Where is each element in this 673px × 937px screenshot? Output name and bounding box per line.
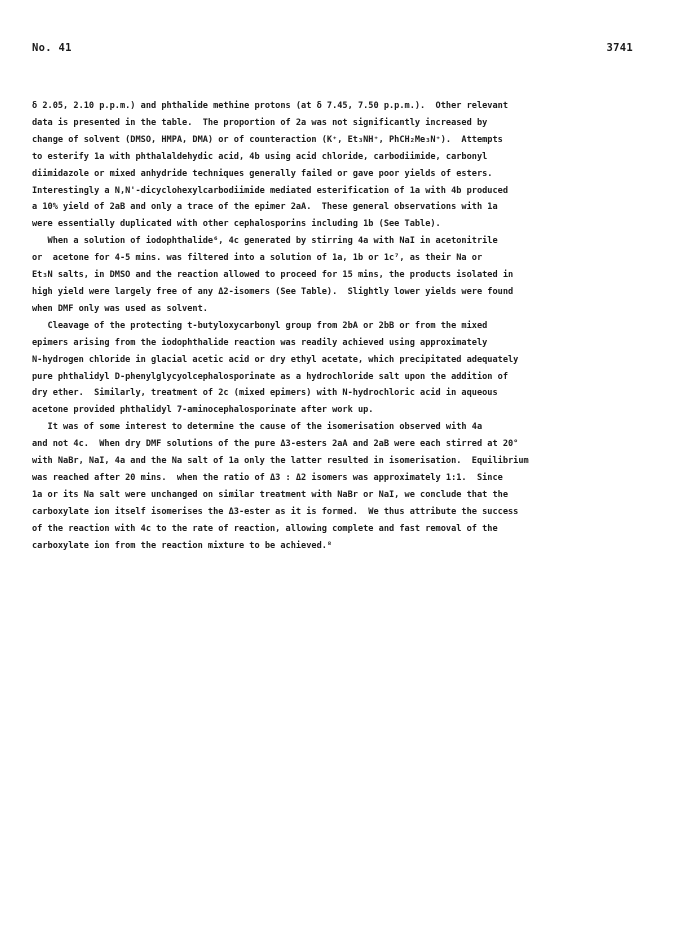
text-line: high yield were largely free of any Δ2-isomers (See Table). Slightly lower yields were found xyxy=(32,286,514,297)
text-line: diimidazole or mixed anhydride techniques generally failed or gave poor yields of esters. xyxy=(32,168,493,179)
text-line: when DMF only was used as solvent. xyxy=(32,303,208,314)
text-line: change of solvent (DMSO, HMPA, DMA) or of counteraction (K⁺, Et₃NH⁺, PhCH₂Me₃N⁺). Attempts xyxy=(32,134,503,145)
text-line: Interestingly a N,N'-dicyclohexylcarbodiimide mediated esterification of 1a with 4b produced xyxy=(32,185,508,196)
text-line: 1a or its Na salt were unchanged on similar treatment with NaBr or NaI, we conclude that the xyxy=(32,489,508,500)
article-body xyxy=(32,98,644,554)
text-line: were essentially duplicated with other cephalosporins including 1b (See Table). xyxy=(32,219,441,230)
journal-issue-number: No. 41 xyxy=(32,42,72,54)
text-line: was reached after 20 mins. when the ratio of Δ3 : Δ2 isomers was approximately 1:1. Since xyxy=(32,472,503,483)
text-line: dry ether. Similarly, treatment of 2c (mixed epimers) with N-hydrochloric acid in aqueous xyxy=(32,388,498,399)
text-line: carboxylate ion itself isomerises the Δ3-ester as it is formed. We thus attribute the success xyxy=(32,506,519,517)
text-line: and not 4c. When dry DMF solutions of the pure Δ3-esters 2aA and 2aB were each stirred at 20° xyxy=(32,439,519,450)
text-line: to esterify 1a with phthalaldehydic acid, 4b using acid chloride, carbodiimide, carbonyl xyxy=(32,151,488,162)
text-line: It was of some interest to determine the cause of the isomerisation observed with 4a xyxy=(32,422,483,433)
text-line: with NaBr, NaI, 4a and the Na salt of 1a only the latter resulted in isomerisation. Equilibrium xyxy=(32,456,529,467)
text-line: a 10% yield of 2aB and only a trace of the epimer 2aA. These general observations with 1a xyxy=(32,202,498,213)
text-line: N-hydrogen chloride in glacial acetic acid or dry ethyl acetate, which precipitated adequately xyxy=(32,354,519,365)
page-number: 3741 xyxy=(606,42,633,54)
text-line: epimers arising from the iodophthalide reaction was readily achieved using approximately xyxy=(32,337,488,348)
text-line: δ 2.05, 2.10 p.p.m.) and phthalide methine protons (at δ 7.45, 7.50 p.p.m.). Other relevant xyxy=(32,101,508,111)
text-line: Cleavage of the protecting t-butyloxycarbonyl group from 2bA or 2bB or from the mixed xyxy=(32,320,488,331)
text-line: pure phthalidyl D-phenylglycyolcephalosporinate as a hydrochloride salt upon the addition of xyxy=(32,371,508,382)
text-line: data is presented in the table. The proportion of 2a was not significantly increased by xyxy=(32,117,488,128)
text-line: Et₃N salts, in DMSO and the reaction allowed to proceed for 15 mins, the products isolated in xyxy=(32,270,514,281)
text-line: carboxylate ion from the reaction mixture to be achieved.⁸ xyxy=(32,540,333,551)
text-line: When a solution of iodophthalide⁶, 4c generated by stirring 4a with NaI in acetonitrile xyxy=(32,236,498,247)
text-line: of the reaction with 4c to the rate of reaction, allowing complete and fast removal of the xyxy=(32,523,498,534)
text-line: acetone provided phthalidyl 7-aminocephalosporinate after work up. xyxy=(32,405,374,416)
text-line: or acetone for 4-5 mins. was filtered into a solution of 1a, 1b or 1c⁷, as their Na or xyxy=(32,253,483,264)
